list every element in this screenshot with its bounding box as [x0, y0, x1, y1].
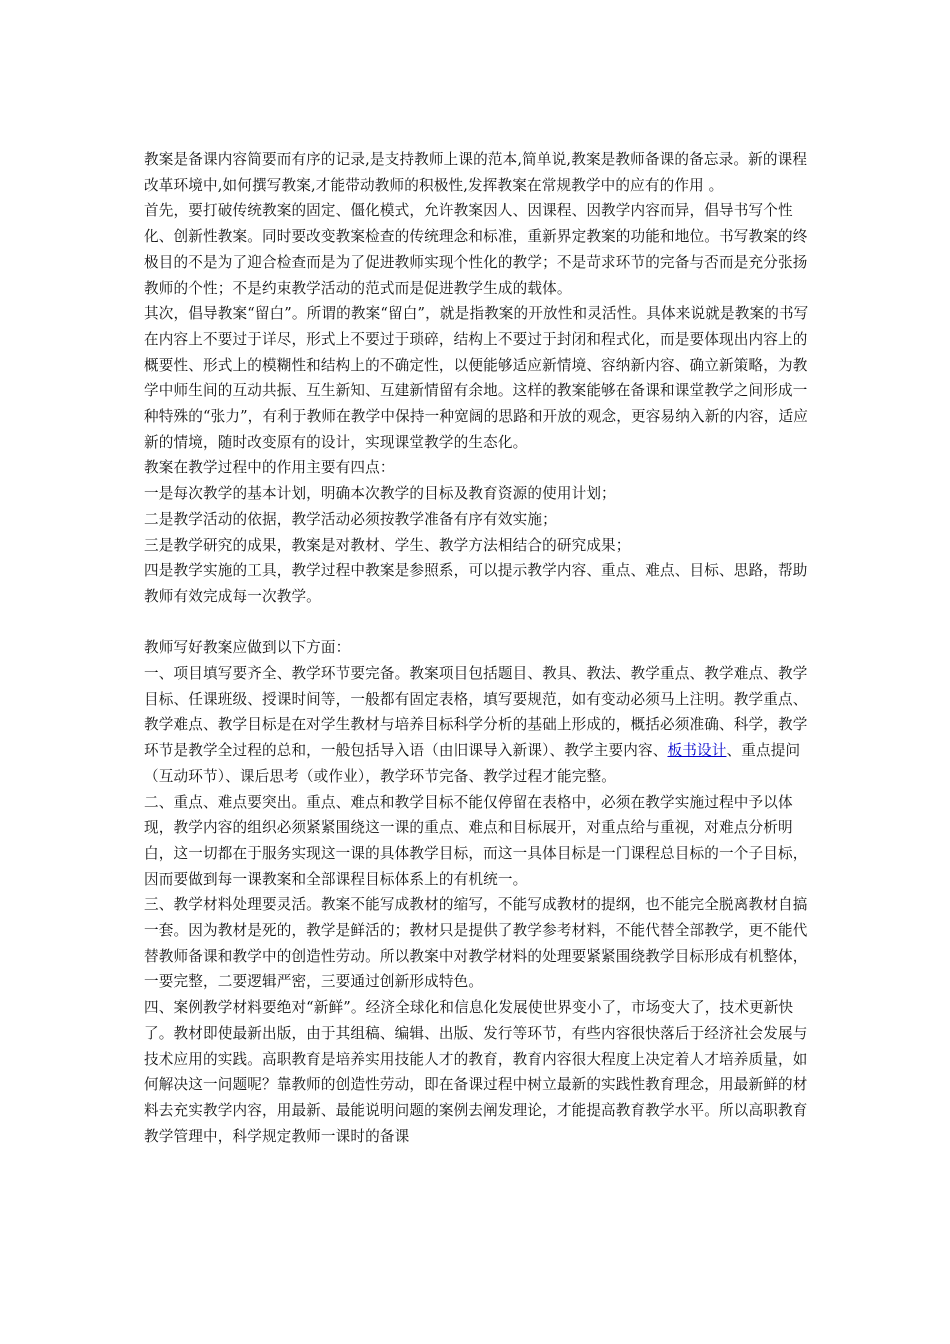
requirements-heading: 教师写好教案应做到以下方面：: [144, 639, 351, 657]
requirement-2-paragraph: 二、重点、难点要突出。重点、难点和教学目标不能仅停留在表格中，必须在教学实施过程中予以体现，教学内容的组织必须紧紧围绕这一课的重点、难点和目标展开，对重点给与重视，对难点分析明白，这一切都在于服务实现这一课的具体教学目标，而这一具体目标是一门课程总目标的一个子目标，因而要做到每一课教案和全部课程目标体系上的有机统一。: [144, 793, 808, 888]
role-item-1: 一是每次教学的基本计划，明确本次教学的目标及教育资源的使用计划；: [144, 485, 616, 503]
first-point-paragraph: 首先，要打破传统教案的固定、僵化模式，允许教案因人、因课程、因教学内容而异，倡导书写个性化、创新性教案。同时要改变教案检查的传统理念和标准，重新界定教案的功能和地位。书写教案的终极目的不是为了迎合检查而是为了促进教师实现个性化的教学；不是苛求环节的完备与否而是充分张扬教师的个性；不是约束教学活动的范式而是促进教学生成的载体。: [144, 202, 808, 297]
role-item-2: 二是教学活动的依据，教学活动必须按教学准备有序有效实施；: [144, 510, 557, 528]
roles-heading: 教案在教学过程中的作用主要有四点：: [144, 459, 395, 477]
role-item-4: 四是教学实施的工具，教学过程中教案是参照系，可以提示教学内容、重点、难点、目标、思路，帮助教师有效完成每一次教学。: [144, 562, 808, 605]
intro-paragraph: 教案是备课内容简要而有序的记录,是支持教师上课的范本,简单说,教案是教师备课的备忘录。新的课程改革环境中,如何撰写教案,才能带动教师的积极性,发挥教案在常规教学中的应有的作用 。: [144, 151, 808, 194]
role-item-3: 三是教学研究的成果，教案是对教材、学生、教学方法相结合的研究成果；: [144, 536, 631, 554]
requirement-1-text-after: 、重点提问（互动环节）、课后思考（或作业），教学环节完备、教学过程才能完整。: [144, 742, 801, 785]
second-point-paragraph: 其次，倡导教案“留白”。所谓的教案“留白”，就是指教案的开放性和灵活性。具体来说就是教案的书写在内容上不要过于详尽，形式上不要过于琐碎，结构上不要过于封闭和程式化，而是要体现出内容上的概要性、形式上的模糊性和结构上的不确定性，以便能够适应新情境、容纳新内容、确立新策略，为教学中师生间的互动共振、互生新知、互建新情留有余地。这样的教案能够在备课和课堂教学之间形成一种特殊的“张力”，有利于教师在教学中保持一种宽阔的思路和开放的观念，更容易纳入新的内容，适应新的情境，随时改变原有的设计，实现课堂教学的生态化。: [144, 305, 809, 451]
blank-line: [144, 610, 812, 636]
board-design-link[interactable]: 板书设计: [667, 742, 727, 760]
requirement-1-paragraph: [144, 661, 812, 790]
requirement-1-text-before: 一、项目填写要齐全、教学环节要完备。教案项目包括题目、教具、教法、教学重点、教学难点、教学目标、任课班级、授课时间等，一般都有固定表格，填写要规范，如有变动必须马上注明。教学重点、教学难点、教学目标是在对学生教材与培养目标科学分析的基础上形成的，概括必须准确、科学，教学环节是教学全过程的总和，一般包括导入语（由旧课导入新课）、教学主要内容、: [144, 665, 808, 760]
requirement-4-paragraph: 四、案例教学材料要绝对“新鲜”。经济全球化和信息化发展使世界变小了，市场变大了，技术更新快了。教材即使最新出版，由于其组稿、编辑、出版、发行等环节，有些内容很快落后于经济社会发展与技术应用的实践。高职教育是培养实用技能人才的教育，教育内容很大程度上决定着人才培养质量，如何解决这一问题呢？靠教师的创造性劳动，即在备课过程中树立最新的实践性教育理念，用最新鲜的材料去充实教学内容，用最新、最能说明问题的案例去阐发理论，才能提高教育教学水平。所以高职教育教学管理中，科学规定教师一课时的备课: [144, 999, 808, 1145]
document-body: [144, 147, 812, 1149]
requirement-3-paragraph: 三、教学材料处理要灵活。教案不能写成教材的缩写，不能写成教材的提纲，也不能完全脱离教材自搞一套。因为教材是死的，教学是鲜活的；教材只是提供了教学参考材料，不能代替全部教学，更不能代替教师备课和教学中的创造性劳动。所以教案中对教学材料的处理要紧紧围绕教学目标形成有机整体，一要完整，二要逻辑严密，三要通过创新形成特色。: [144, 896, 808, 991]
